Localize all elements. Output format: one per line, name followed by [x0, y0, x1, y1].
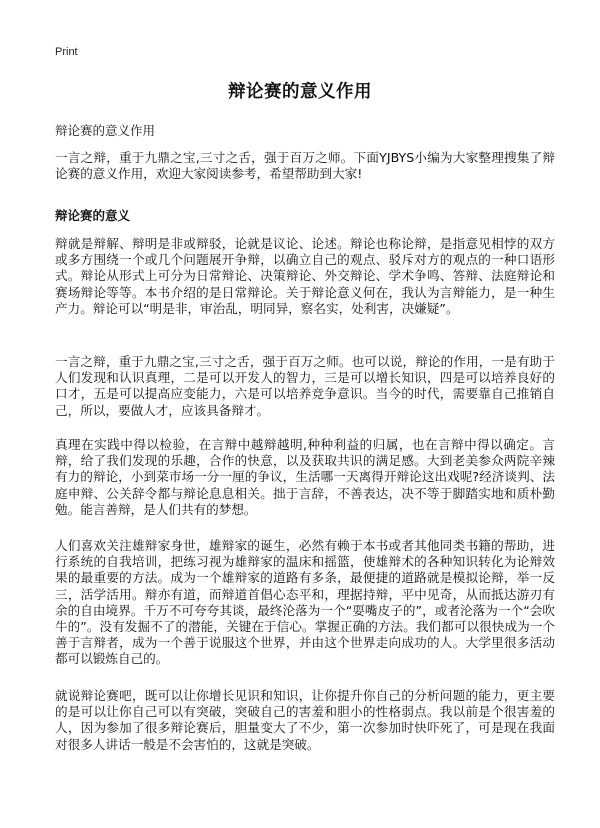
body-paragraph: 就说辩论赛吧，既可以让你增长见识和知识，让你提升你自己的分析问题的能力，更主要的是可以让你自己可以有突破，突破自己的害羞和胆小的性格弱点。我以前是个很害羞的人，因为参加了很多辩论赛后，胆量变大了不少，第一次参加时快吓死了，可是现在我面对很多人讲话一般是不会害怕的，这就是突破。 [55, 688, 555, 752]
body-paragraph: 辩就是辩解、辩明是非或辩驳，论就是议论、论述。辩论也称论辩，是指意见相悖的双方或多方围绕一个或几个问题展开争辩，以确立自己的观点、驳斥对方的观点的一种口语形式。辩论从形式上可分为日常辩论、决策辩论、外交辩论、学术争鸣、答辩、法庭辩论和赛场辩论等等。本书介绍的是日常辩论。关于辩论意义何在，我认为言辩能力，是一种生产力。辩论可以“明是非，审治乱，明同异，察名实，处利害，决嫌疑”。 [55, 236, 555, 316]
body-paragraph: 一言之辩，重于九鼎之宝,三寸之舌，强于百万之师。也可以说，辩论的作用，一是有助于人们发现和认识真理，二是可以开发人的智力，三是可以增长知识，四是可以培养良好的口才，五是可以提高应变能力，六是可以培养竞争意识。当今的时代，需要靠自己推销自己，所以，要做人才，应该具备辩才。 [55, 354, 555, 418]
section-heading: 辩论赛的意义 [55, 208, 131, 223]
print-link[interactable]: Print [55, 46, 78, 58]
page-subtitle: 辩论赛的意义作用 [55, 123, 156, 138]
body-paragraph: 真理在实践中得以检验，在言辩中越辩越明,种种利益的归属，也在言辩中得以确定。言辩，给了我们发现的乐趣，合作的快意，以及获取共识的满足感。大到老美参众两院辛辣有力的辩论，小到菜市场一分一厘的争议，生活哪一天离得开辩论这出戏呢?经济谈判、法庭申辩、公关辞令都与辩论息息相关。拙于言辞，不善表达，决不等于脚踏实地和质朴勤勉。能言善辩，是人们共有的梦想。 [55, 437, 555, 517]
page-title: 辩论赛的意义作用 [228, 82, 372, 102]
body-paragraph: 人们喜欢关注雄辩家身世，雄辩家的诞生，必然有赖于本书或者其他同类书籍的帮助，进行系统的自我培训，把练习视为雄辩家的温床和摇篮，使雄辩术的各种知识转化为论辩效果的最重要的方法。成为一个雄辩家的道路有多条，最便捷的道路就是模拟论辩，举一反三，活学活用。辩亦有道，而辩道首倡心态平和，理据持辩，平中见奇，从而抵达游刃有余的自由境界。千万不可夸夸其谈，最终沦落为一个“耍嘴皮子的”，或者沦落为一个“会吹牛的”。没有发掘不了的潜能，关键在于信心。掌握正确的方法。我们都可以很快成为一个善于言辩者，成为一个善于说服这个世界，并由这个世界走向成功的人。大学里很多活动都可以锻炼自己的。 [55, 538, 555, 667]
intro-paragraph: 一言之辩，重于九鼎之宝,三寸之舌，强于百万之师。下面YJBYS小编为大家整理搜集了辩论赛的意义作用，欢迎大家阅读参考，希望帮助到大家! [55, 150, 555, 182]
